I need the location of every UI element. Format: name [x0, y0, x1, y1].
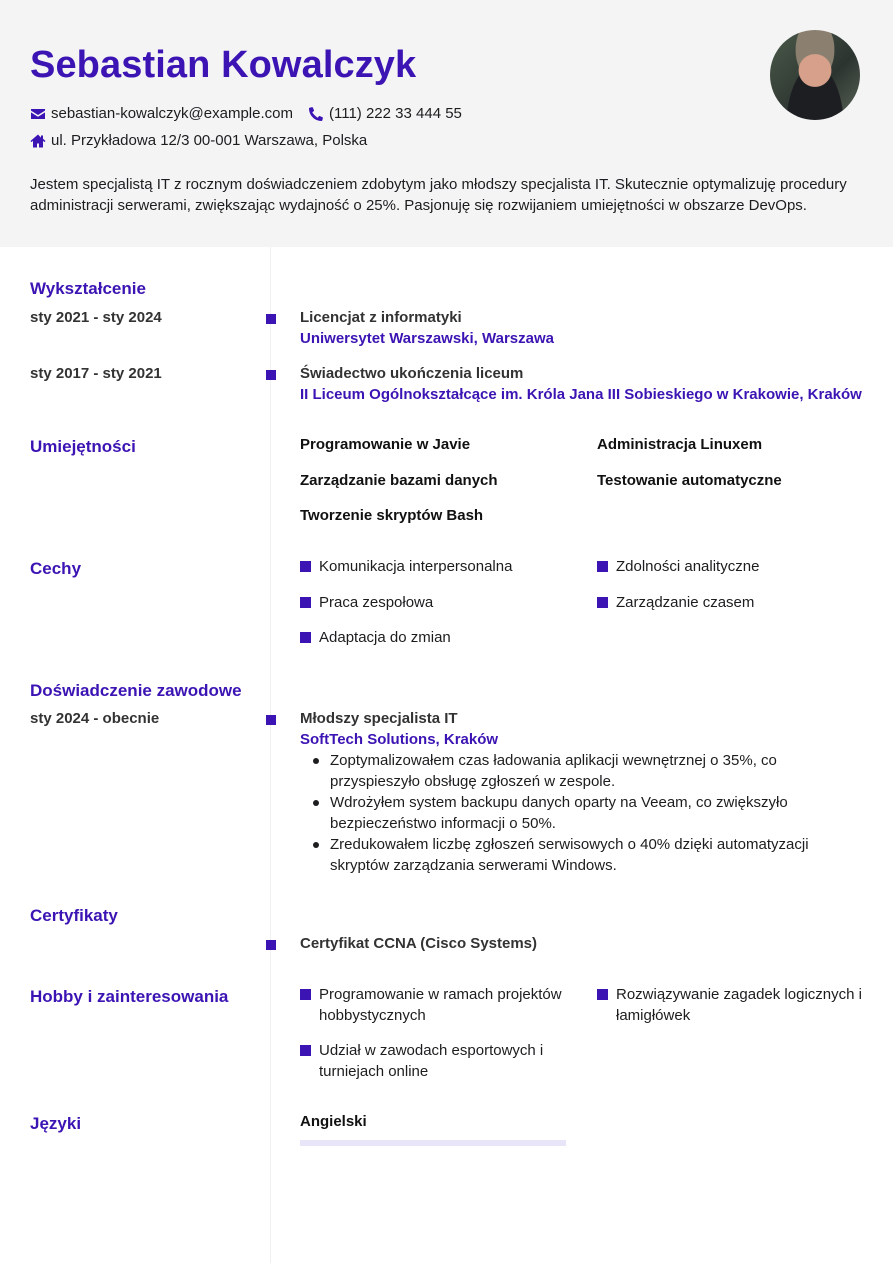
- profile-summary: Jestem specjalistą IT z rocznym doświadczeniem zdobytym jako młodszy specjalista IT. Skutecznie optymalizuję procedury administracji serwerami, zwiększając wydajność o 25%. Pasjonuję się rozwijaniem umiejętności w obszarze DevOps.: [30, 176, 847, 214]
- phone-text: (111) 222 33 444 55: [329, 105, 462, 122]
- timeline-marker: [266, 314, 276, 324]
- email-item[interactable]: [30, 105, 293, 122]
- experience-date: sty 2024 - obecnie: [30, 710, 160, 727]
- education-school: Uniwersytet Warszawski, Warszawa: [300, 330, 554, 347]
- section-title-education: Wykształcenie: [30, 279, 146, 298]
- square-bullet-icon: [300, 632, 311, 643]
- trait-item: Zdolności analityczne: [597, 556, 877, 577]
- address-text: ul. Przykładowa 12/3 00-001 Warszawa, Polska: [51, 132, 368, 149]
- section-title-certificates: Certyfikaty: [30, 906, 118, 925]
- timeline-marker: [266, 370, 276, 380]
- square-bullet-icon: [597, 561, 608, 572]
- education-degree: Świadectwo ukończenia liceum: [300, 365, 524, 382]
- trait-item: Komunikacja interpersonalna: [300, 556, 580, 577]
- home-icon: [30, 133, 46, 149]
- square-bullet-icon: [300, 561, 311, 572]
- education-date: sty 2021 - sty 2024: [30, 309, 162, 326]
- skill-item: Administracja Linuxem: [597, 436, 763, 453]
- square-bullet-icon: [300, 1045, 311, 1056]
- education-date: sty 2017 - sty 2021: [30, 365, 162, 382]
- achievement-item: Wdrożyłem system backupu danych oparty na Veeam, co zwiększyło bezpieczeństwo informacji o 50%.: [300, 792, 840, 834]
- section-title-traits: Cechy: [30, 559, 82, 578]
- candidate-name: Sebastian Kowalczyk: [30, 44, 417, 86]
- section-title-hobbies: Hobby i zainteresowania: [30, 987, 229, 1006]
- skill-item: Testowanie automatyczne: [597, 472, 782, 489]
- achievement-item: Zredukowałem liczbę zgłoszeń serwisowych o 40% dzięki automatyzacji skryptów zarządzania serwerami Windows.: [300, 834, 840, 876]
- skill-item: Programowanie w Javie: [300, 436, 471, 453]
- achievement-item: Zoptymalizowałem czas ładowania aplikacji wewnętrznej o 35%, co przyspieszyło obsługę zgłoszeń w zespole.: [300, 750, 840, 792]
- section-title-skills: Umiejętności: [30, 437, 136, 456]
- timeline-marker: [266, 940, 276, 950]
- square-bullet-icon: [300, 597, 311, 608]
- contact-row: [30, 105, 477, 122]
- experience-position: Młodszy specjalista IT: [300, 710, 458, 727]
- hobby-item: Rozwiązywanie zagadek logicznych i łamigłówek: [597, 984, 872, 1026]
- education-school: II Liceum Ogólnokształcące im. Króla Jana III Sobieskiego w Krakowie, Kraków: [300, 386, 862, 403]
- language-name: Angielski: [300, 1113, 367, 1130]
- address-item: [30, 132, 367, 149]
- skill-item: Tworzenie skryptów Bash: [300, 507, 484, 524]
- trait-item: Zarządzanie czasem: [597, 592, 877, 613]
- square-bullet-icon: [597, 989, 608, 1000]
- envelope-icon: [30, 106, 46, 122]
- phone-item[interactable]: [308, 105, 462, 122]
- experience-company: SoftTech Solutions, Kraków: [300, 731, 499, 748]
- trait-item: Praca zespołowa: [300, 592, 580, 613]
- education-degree: Licencjat z informatyki: [300, 309, 462, 326]
- square-bullet-icon: [597, 597, 608, 608]
- trait-item: Adaptacja do zmian: [300, 627, 580, 648]
- square-bullet-icon: [300, 989, 311, 1000]
- address-row: [30, 132, 382, 149]
- hobby-item: Programowanie w ramach projektów hobbystycznych: [300, 984, 575, 1026]
- header: [0, 0, 893, 247]
- skill-item: Zarządzanie bazami danych: [300, 472, 498, 489]
- language-level-bar: [300, 1140, 566, 1146]
- profile-photo: [770, 30, 860, 120]
- phone-icon: [308, 106, 324, 122]
- timeline-divider: [270, 247, 271, 1263]
- experience-achievements: [300, 750, 840, 876]
- section-title-experience: Doświadczenie zawodowe: [30, 681, 242, 700]
- hobby-item: Udział w zawodach esportowych i turniejach online: [300, 1040, 575, 1082]
- section-title-languages: Języki: [30, 1114, 82, 1133]
- certificate-item: Certyfikat CCNA (Cisco Systems): [300, 935, 538, 952]
- timeline-marker: [266, 715, 276, 725]
- email-text: sebastian-kowalczyk@example.com: [51, 105, 293, 122]
